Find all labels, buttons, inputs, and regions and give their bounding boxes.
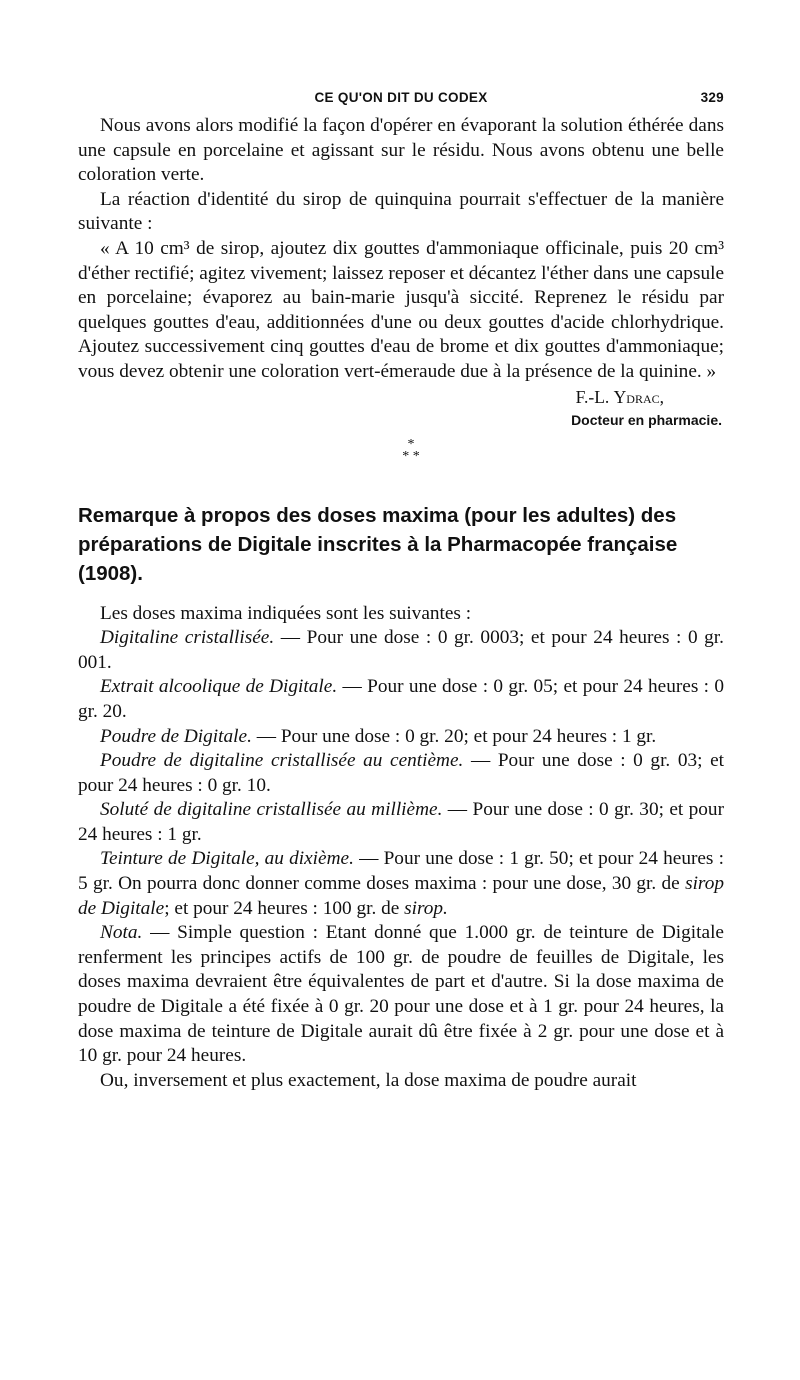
book-page: [78, 86, 724, 1093]
section-title-line-1: Remarque à propos des doses maxima (pour les adultes) des: [78, 503, 677, 527]
dose-entry-text: — Pour une dose : 0 gr. 03; et pour 24 heures : 0 gr. 10.: [78, 750, 724, 796]
asterism-divider: [98, 436, 724, 464]
dose-entry-text: — Pour une dose : 0 gr. 05; et pour 24 heures : 0 gr. 20.: [78, 676, 724, 722]
dose-entry-text: — Pour une dose : 0 gr. 20; et pour 24 heures : 1 gr.: [251, 725, 657, 747]
nota-paragraph: [78, 921, 724, 1069]
author-initials: F.-L.: [575, 386, 610, 407]
dose-entry-name-suffix: au dixième.: [259, 848, 354, 870]
dose-entry-text-2: ; et pour 24 heures : 100 gr. de: [164, 897, 405, 919]
asterism-bottom: * *: [402, 448, 420, 464]
dose-entry-name: Poudre de digitaline cristallisée au centième.: [100, 750, 464, 772]
author-affiliation: Docteur en pharmacie.: [571, 411, 722, 428]
dose-entry-name: Soluté de digitaline cristallisée au millième.: [100, 799, 443, 821]
dose-entry-poudre-centieme: [78, 749, 724, 798]
running-title: CE QU'ON DIT DU CODEX: [314, 90, 488, 105]
page-number: 329: [700, 90, 724, 105]
dose-entry-teinture: [78, 847, 724, 921]
dose-entry-solute: [78, 798, 724, 847]
dose-entry-text: — Pour une dose : 1 gr. 50; et pour 24 heures : 5 gr. On pourra donc donner comme doses maxima : pour une dose, 30 gr. de: [78, 848, 724, 895]
dose-entry-name: Digitaline cristallisée.: [100, 627, 275, 649]
dose-entry-name: Extrait alcoolique de Digitale.: [100, 676, 338, 698]
section-title-line-3: (1908).: [78, 561, 143, 585]
author-surname: Ydrac,: [613, 386, 664, 407]
intro-paragraph-1: Nous avons alors modifié la façon d'opérer en évaporant la solution éthérée dans une capsule en porcelaine et agissant sur le résidu. Nous avons obtenu une belle coloration verte.: [78, 115, 724, 186]
nota-text: — Simple question : Etant donné que 1.000 gr. de teinture de Digitale renferment les principes actifs de 100 gr. de poudre de feuilles de Digitale, les doses maxima devraient être équivalentes de part et d'autre. Si la dose maxima de poudre de Digitale a été fixée à 0 gr. 20 pour une dose et à 1 gr. pour 24 heures, la dose maxima de teinture de Digitale aurait dû être fixée à 2 gr. pour une dose et à 10 gr. pour 24 heures.: [78, 922, 724, 1067]
nota-label: Nota.: [100, 922, 143, 944]
dose-entry-text: — Pour une dose : 0 gr. 0003; et pour 24 heures : 0 gr. 001.: [78, 627, 724, 673]
codex-quote-paragraph: « A 10 cm³ de sirop, ajoutez dix gouttes d'ammoniaque officinale, puis 20 cm³ d'éther rectifié; agitez vivement; laissez reposer et décantez l'éther dans une capsule en porcelaine; évaporez au bain-marie jusqu'à siccité. Reprenez le résidu par quelques gouttes d'eau, additionnées d'une ou deux gouttes d'acide chlorhydrique. Ajoutez successivement cinq gouttes d'eau de brome et dix gouttes d'ammoniaque; vous devez obtenir une coloration vert-émeraude due à la présence de la quinine. »: [78, 237, 724, 382]
dose-entry-extrait: [78, 675, 724, 724]
dose-entry-name: Teinture de Digitale,: [100, 848, 260, 870]
sirop-term-2: sirop.: [404, 897, 448, 919]
asterism-top: *: [407, 436, 415, 452]
doses-lead: Les doses maxima indiquées sont les suivantes :: [100, 602, 472, 624]
sirop-term: sirop de Digitale: [78, 873, 724, 919]
dose-entry-name: Poudre de Digitale.: [100, 725, 252, 747]
dose-entry-poudre: [78, 725, 724, 750]
section-title-line-2: préparations de Digitale inscrites à la Pharmacopée française: [78, 532, 678, 556]
section-title: [78, 501, 724, 588]
page-header: [78, 86, 724, 114]
dose-entry-text: — Pour une dose : 0 gr. 30; et pour 24 heures : 1 gr.: [78, 799, 724, 845]
intro-paragraph-2: La réaction d'identité du sirop de quinquina pourrait s'effectuer de la manière suivante :: [78, 188, 724, 235]
dose-entry-digitaline: [78, 626, 724, 675]
closing-paragraph: Ou, inversement et plus exactement, la dose maxima de poudre aurait: [100, 1069, 637, 1091]
author-signature: [78, 385, 664, 409]
